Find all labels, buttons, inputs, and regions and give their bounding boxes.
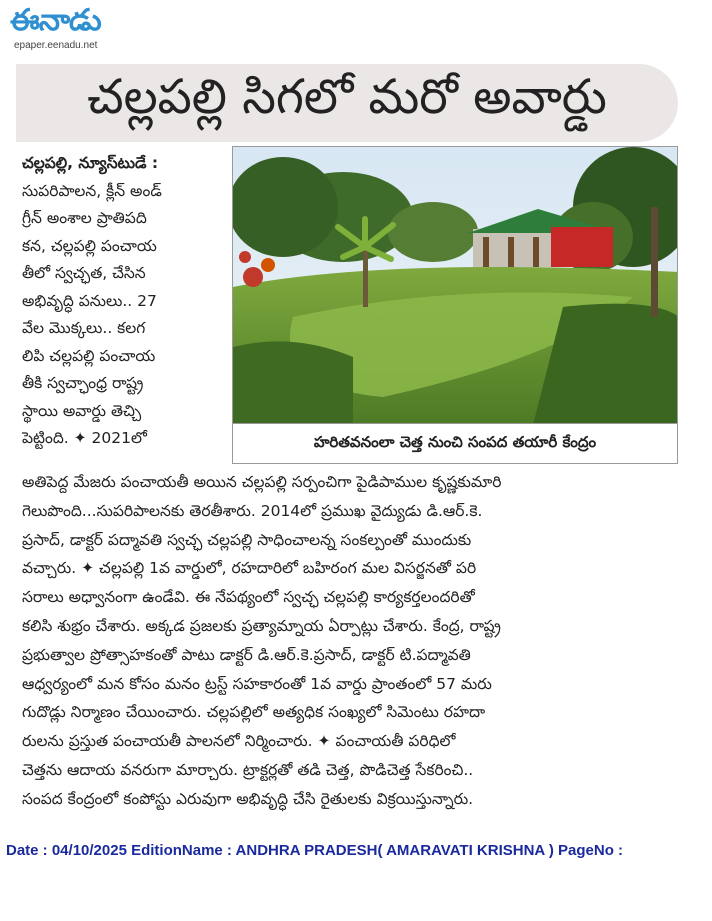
site-url: epaper.eenadu.net — [14, 40, 98, 51]
eenadu-logo: ఈనాడు — [10, 3, 101, 38]
body-line: రులను ప్రస్తుత పంచాయతీ పాలనలో నిర్మించారు. ✦ పంచాయతీ పరిధిలో — [22, 732, 456, 751]
headline-band — [16, 64, 678, 142]
body-line: వచ్చారు. ✦ చల్లపల్లి 1వ వార్డులో, రహదారిలో బహిరంగ మల విసర్జనతో పరి — [22, 559, 477, 578]
column-line: తీలో స్వచ్ఛత, చేసిన — [22, 264, 146, 282]
article-column-left — [22, 150, 232, 453]
column-line: సుపరిపాలన, క్లీన్ అండ్ — [22, 181, 162, 200]
column-line: తీకి స్వచ్ఛాంధ్ర రాష్ట్ర — [22, 374, 144, 392]
article-headline: చల్లపల్లి సిగలో మరో అవార్డు — [87, 69, 607, 125]
body-line: గుదొడ్లు నిర్మాణం చేయించారు. చల్లపల్లిలో అత్యధిక సంఖ్యలో సిమెంటు రహదా — [22, 703, 486, 722]
dateline: చల్లపల్లి, న్యూస్‌టుడే : — [22, 154, 159, 172]
masthead — [10, 4, 160, 52]
column-line: గ్రీన్ అంశాల ప్రాతిపది — [22, 209, 147, 227]
body-line: కలిసి శుభ్రం చేశారు. అక్కడ ప్రజలకు ప్రత్యామ్నాయ ఏర్పాట్లు చేశారు. కేంద్ర, రాష్ట్ర — [22, 616, 501, 635]
garden-photo-illustration — [233, 147, 678, 424]
column-line: లిపి చల్లపల్లి పంచాయ — [22, 346, 156, 365]
column-line: అభివృద్ధి పనులు.. 27 — [22, 291, 157, 310]
body-line: ప్రసాద్, డాక్టర్ పద్మావతి స్వచ్ఛ చల్లపల్లి సాధించాలన్న సంకల్పంతో ముందుకు — [22, 530, 472, 549]
edition-footer: Date : 04/10/2025 EditionName : ANDHRA PRADESH( AMARAVATI KRISHNA ) PageNo : — [6, 842, 624, 859]
body-line: చెత్తను ఆదాయ వనరుగా మార్చారు. ట్రాక్టర్లతో తడి చెత్త, పొడిచెత్త సేకరించి.. — [22, 760, 474, 779]
body-line: ప్రభుత్వాల ప్రోత్సాహకంతో పాటు డాక్టర్ డి.ఆర్.కె.ప్రసాద్, డాక్టర్ టి.పద్మావతి — [22, 645, 471, 664]
body-line: సరాలు అధ్వానంగా ఉండేవి. ఈ నేపథ్యంలో స్వచ్ఛ చల్లపల్లి కార్యకర్తలందరితో — [22, 588, 475, 607]
body-line: సంపద కేంద్రంలో కంపోస్టు ఎరువుగా అభివృద్ధి చేసి రైతులకు విక్రయిస్తున్నారు. — [22, 789, 474, 808]
body-line: ఆధ్వర్యంలో మన కోసం మనం ట్రస్ట్ సహకారంతో 1వ వార్డు ప్రాంతంలో 57 మరు — [22, 674, 492, 693]
column-line: వేల మొక్కలు.. కలగ — [22, 319, 146, 337]
body-line: అతిపెద్ద మేజరు పంచాయతీ అయిన చల్లపల్లి సర్పంచిగా పైడిపాముల కృష్ణకుమారి — [22, 473, 502, 491]
article-body — [22, 468, 678, 814]
garden-photo — [232, 146, 678, 424]
photo-caption: హరితవనంలా చెత్త నుంచి సంపద తయారీ కేంద్రం — [232, 424, 678, 464]
column-line: స్థాయి అవార్డు తెచ్చి — [22, 401, 142, 420]
column-line: కన, చల్లపల్లి పంచాయ — [22, 236, 157, 255]
column-line: పెట్టింది. ✦ 2021లో — [22, 429, 147, 447]
body-line: గెలుపొంది...సుపరిపాలనకు తెరతీశారు. 2014లో ప్రముఖ వైద్యుడు డి.ఆర్.కె. — [22, 501, 483, 520]
